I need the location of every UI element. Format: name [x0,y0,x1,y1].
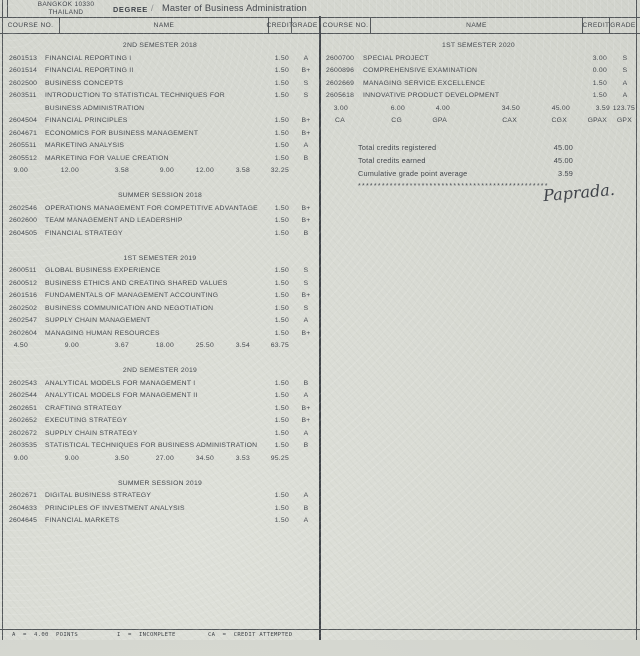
course-grade: A [303,54,309,62]
course-name: FINANCIAL MARKETS [45,517,120,524]
section-gap [2,178,318,191]
total-credits-earned [358,154,573,167]
summary-value: 3.58 [235,167,250,174]
course-grade: B [303,229,309,237]
course-credit: 1.50 [274,229,289,237]
course-grade: B+ [301,204,311,212]
course-row [2,378,318,391]
course-no: 2604505 [9,229,38,237]
course-row [2,140,318,153]
summary-value: 34.50 [195,454,214,462]
course-row [2,203,318,216]
course-grade: S [622,54,628,62]
section-title: 1ST SEMESTER 2019 [123,254,197,262]
course-row [2,328,318,341]
course-name: MARKETING FOR VALUE CREATION [45,154,169,162]
course-no: 2601516 [9,292,38,299]
course-credit: 3.00 [592,54,607,62]
col-grade: GRADE [291,17,318,33]
course-row [2,503,318,516]
summary-label: CGX [551,117,567,124]
course-no: 2603511 [9,92,37,99]
course-credit: 1.50 [274,442,289,449]
transcript-table-left [2,17,318,640]
course-credit: 1.50 [274,329,289,337]
col-credit: CREDIT [582,17,609,33]
course-credit: 1.50 [274,67,289,74]
degree-value: Master of Business Administration [162,3,307,13]
course-credit: 1.50 [274,317,289,324]
course-name: TEAM MANAGEMENT AND LEADERSHIP [45,217,183,224]
degree-label: DEGREE [113,5,148,14]
course-name: ANALYTICAL MODELS FOR MANAGEMENT II [45,392,198,399]
course-name: BUSINESS COMMUNICATION AND NEGOTIATION [45,304,214,312]
course-grade: B+ [301,117,311,124]
semester-summary-row [2,453,318,466]
course-credit: 1.50 [274,429,289,437]
table-header-left [2,17,318,33]
course-credit: 1.50 [274,292,289,299]
course-credit: 1.50 [274,204,289,212]
course-name: BUSINESS ETHICS AND CREATING SHARED VALUES [45,279,228,287]
course-no: 2601513 [9,54,38,62]
course-row [2,53,318,66]
summary-value: 3.50 [114,454,129,462]
legend-item-points: A = 4.00 POINTS [12,632,79,638]
course-no: 2605511 [9,142,37,149]
total-credits-registered [358,141,573,154]
section-title: 2ND SEMESTER 2019 [122,367,198,374]
course-grade: S [622,67,628,74]
summary-value: 3.53 [235,454,250,462]
course-grade: B [303,442,309,449]
course-no: 2602544 [9,392,38,399]
summary-value: 3.67 [114,342,129,349]
summary-label: CA [335,117,345,124]
course-row [2,78,318,91]
course-credit: 1.50 [274,492,289,499]
course-grade: B+ [301,129,311,137]
semester-summary-row [321,103,636,116]
course-name-continued: BUSINESS ADMINISTRATION [45,104,145,112]
summary-value: 123.75 [612,104,635,112]
course-no: 2602547 [9,317,38,324]
totals-block [358,141,573,190]
summary-label: GPAX [587,117,607,124]
course-grade: B+ [301,292,311,299]
summary-value: 32.25 [270,167,289,174]
course-row [2,265,318,278]
address-line-1: BANGKOK 10330 [37,1,95,8]
course-grade: B+ [301,404,311,412]
course-credit: 1.50 [274,417,289,424]
course-name: FUNDAMENTALS OF MANAGEMENT ACCOUNTING [45,292,219,299]
summary-value: 9.00 [13,454,28,462]
col-credit: CREDIT [268,17,291,33]
course-grade: B+ [301,67,311,74]
course-grade: A [303,492,309,499]
course-no: 2604504 [9,117,38,124]
section-title: 1ST SEMESTER 2020 [442,42,515,49]
course-no: 2602604 [9,329,38,337]
course-no: 2602600 [9,217,38,224]
course-no: 2604671 [9,129,38,137]
course-name: INTRODUCTION TO STATISTICAL TECHNIQUES FOR [45,92,225,99]
summary-value: 12.00 [60,167,79,174]
course-credit: 1.50 [274,504,289,512]
course-row [321,53,636,66]
registrar-signature: Paprada. [542,179,616,206]
summary-label: GPA [432,117,447,124]
col-name: NAME [59,17,268,33]
course-name: SPECIAL PROJECT [363,54,429,62]
course-no: 2601514 [9,67,38,74]
course-name: BUSINESS CONCEPTS [45,79,124,87]
course-grade: A [303,142,309,149]
total-label: Cumulative grade point average [358,169,468,178]
course-name: ECONOMICS FOR BUSINESS MANAGEMENT [45,129,199,137]
cumulative-gpa [358,167,573,180]
total-value: 3.59 [557,169,573,178]
course-row [2,415,318,428]
course-row [2,428,318,441]
course-row [2,128,318,141]
course-row [2,403,318,416]
course-no: 2605512 [9,154,38,162]
course-credit: 1.50 [274,142,289,149]
summary-value: 3.58 [114,167,129,174]
course-credit: 1.50 [274,117,289,124]
institution-address [18,1,114,17]
summary-value: 9.00 [13,167,28,174]
course-grade: A [622,79,628,87]
course-name: FINANCIAL REPORTING II [45,67,134,74]
course-credit: 1.50 [592,92,607,99]
course-credit: 1.50 [592,79,607,87]
course-no: 2602651 [9,404,38,412]
col-course-no: COURSE NO. [322,21,369,29]
total-label: Total credits earned [358,156,426,165]
col-course-no: COURSE NO. [7,21,54,29]
course-no: 2602543 [9,379,38,387]
summary-value: 6.00 [390,104,405,112]
section-gap [2,353,318,366]
course-credit: 1.50 [274,517,289,524]
course-name: MANAGING HUMAN RESOURCES [45,329,160,337]
course-row [2,215,318,228]
footer-rule [0,629,640,630]
total-value: 45.00 [553,156,573,165]
summary-label: CG [391,117,402,124]
course-name: ANALYTICAL MODELS FOR MANAGEMENT I [45,379,196,387]
course-row-wrap [2,103,318,116]
col-grade: GRADE [609,17,636,33]
legend-item-incomplete: I = INCOMPLETE [117,632,176,638]
section-title: SUMMER SESSION 2018 [117,192,203,199]
course-row [2,65,318,78]
course-no: 2602500 [9,79,38,87]
course-grade: B+ [301,329,311,337]
table-header-right [321,17,636,33]
summary-value: 95.25 [270,454,289,462]
course-no: 2600700 [326,54,355,62]
address-box-border [7,0,8,17]
section-title: 2ND SEMESTER 2018 [122,42,198,49]
course-row [2,278,318,291]
course-credit: 1.50 [274,154,289,162]
summary-value: 3.00 [333,104,348,112]
summary-value: 9.00 [159,167,174,174]
course-credit: 1.50 [274,92,289,99]
summary-value: 9.00 [64,454,79,462]
course-name: FINANCIAL STRATEGY [45,229,123,237]
summary-label: CAX [502,117,517,124]
course-credit: 1.50 [274,392,289,399]
transcript-table-right [321,17,636,640]
summary-value: 12.00 [195,167,214,174]
course-credit: 0.00 [592,67,607,74]
course-row [2,515,318,528]
legend-item-credit-attempted: CA = CREDIT ATTEMPTED [208,632,293,638]
course-grade: S [303,92,309,99]
course-no: 2602669 [326,79,355,87]
asterisk-separator: ************************************************ [358,183,549,190]
summary-value: 63.75 [270,342,289,349]
course-no: 2600896 [326,67,355,74]
course-row [2,440,318,453]
course-name: COMPREHENSIVE EXAMINATION [363,67,478,74]
course-credit: 1.50 [274,379,289,387]
course-name: STATISTICAL TECHNIQUES FOR BUSINESS ADMINISTRATION [45,442,258,449]
course-name: MARKETING ANALYSIS [45,142,125,149]
col-name: NAME [370,17,582,33]
course-name: EXECUTING STRATEGY [45,417,128,424]
course-no: 2600511 [9,267,37,274]
course-row [2,153,318,166]
course-name: INNOVATIVE PRODUCT DEVELOPMENT [363,92,500,99]
course-no: 2600512 [9,279,38,287]
course-grade: S [303,304,309,312]
section-gap [2,465,318,478]
course-no: 2602671 [9,492,38,499]
course-name: OPERATIONS MANAGEMENT FOR COMPETITIVE ADVANTAGE [45,204,258,212]
course-grade: A [303,429,309,437]
summary-value: 3.54 [235,342,250,349]
summary-label: GPX [616,117,632,124]
course-grade: A [303,317,309,324]
course-grade: A [303,392,309,399]
section-title: SUMMER SESSION 2019 [117,479,203,487]
course-row [2,228,318,241]
total-label: Total credits registered [358,143,437,152]
course-no: 2605618 [326,92,355,99]
course-grade: B [303,379,309,387]
course-grade: B+ [301,417,311,424]
summary-value: 25.50 [195,342,214,349]
course-grade: B [303,504,309,512]
course-row [321,78,636,91]
grade-legend [0,632,640,640]
course-row [2,490,318,503]
summary-value: 34.50 [501,104,520,112]
course-credit: 1.50 [274,129,289,137]
summary-value: 18.00 [155,342,174,349]
course-grade: A [303,517,309,524]
course-row [2,90,318,103]
course-grade: B [303,154,309,162]
course-no: 2604645 [9,517,38,524]
summary-value: 27.00 [155,454,174,462]
course-name: SUPPLY CHAIN STRATEGY [45,429,138,437]
section-gap [2,240,318,253]
course-name: SUPPLY CHAIN MANAGEMENT [45,317,151,324]
course-row [2,315,318,328]
course-grade: A [622,92,628,99]
course-name: PRINCIPLES OF INVESTMENT ANALYSIS [45,504,185,512]
course-no: 2603535 [9,442,38,449]
summary-value: 9.00 [64,342,79,349]
course-row [321,90,636,103]
summary-value: 4.50 [13,342,28,349]
course-credit: 1.50 [274,54,289,62]
summary-labels-row [321,115,636,128]
course-credit: 1.50 [274,267,289,274]
course-credit: 1.50 [274,404,289,412]
semester-summary-row [2,165,318,178]
course-row [2,115,318,128]
course-no: 2604633 [9,504,38,512]
course-no: 2602546 [9,204,38,212]
summary-value: 4.00 [435,104,450,112]
right-table-body [321,34,636,128]
course-credit: 1.50 [274,217,289,224]
course-grade: S [303,279,309,287]
course-row [321,65,636,78]
semester-summary-row [2,340,318,353]
course-name: MANAGING SERVICE EXCELLENCE [363,79,486,87]
summary-value: 3.59 [595,104,610,112]
slash-mark: / [151,3,154,13]
course-row [2,390,318,403]
course-no: 2602502 [9,304,38,312]
address-line-2: THAILAND [48,9,84,16]
total-value: 45.00 [553,143,573,152]
course-no: 2602672 [9,429,38,437]
course-name: CRAFTING STRATEGY [45,404,123,412]
left-table-body [2,34,318,528]
course-grade: B+ [301,217,311,224]
course-name: GLOBAL BUSINESS EXPERIENCE [45,267,161,274]
summary-value: 45.00 [551,104,570,112]
course-row [2,303,318,316]
course-credit: 1.50 [274,79,289,87]
course-name: FINANCIAL REPORTING I [45,54,132,62]
course-grade: S [303,79,309,87]
course-grade: S [303,267,309,274]
course-no: 2602652 [9,417,38,424]
course-name: DIGITAL BUSINESS STRATEGY [45,492,152,499]
course-credit: 1.50 [274,279,289,287]
course-credit: 1.50 [274,304,289,312]
course-row [2,290,318,303]
course-name: FINANCIAL PRINCIPLES [45,117,128,124]
